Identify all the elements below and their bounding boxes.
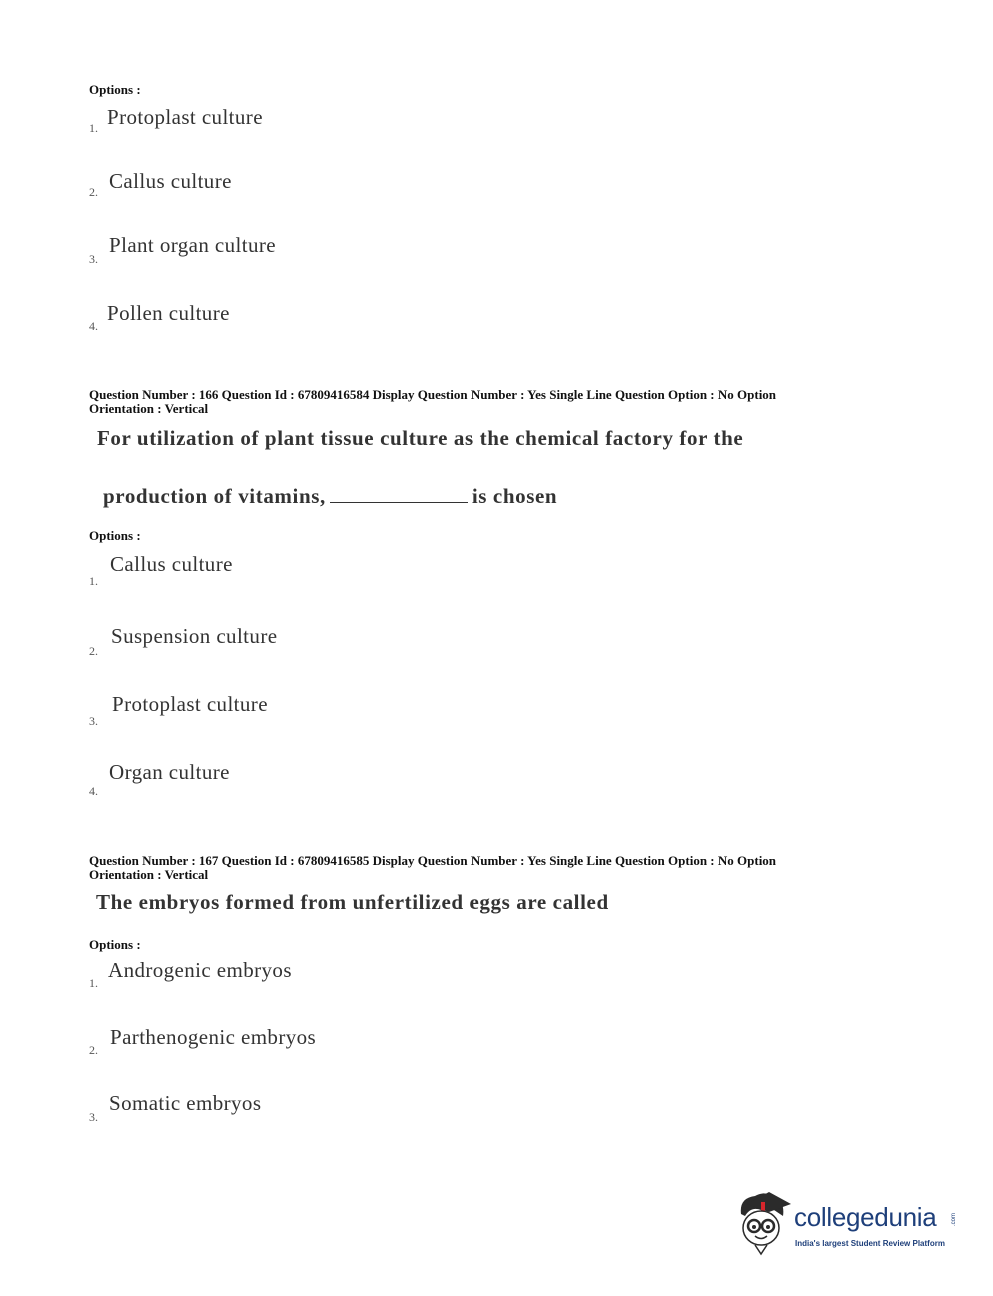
options-label: Options : xyxy=(89,528,141,543)
question-meta-orientation: Orientation : Vertical xyxy=(89,401,209,416)
option-number: 1. xyxy=(89,574,98,588)
question-text: For utilization of plant tissue culture as the chemical factory for the xyxy=(97,426,744,450)
option-text: Callus culture xyxy=(110,552,233,576)
question-text-line2 xyxy=(103,484,557,509)
option-number: 1. xyxy=(89,121,98,135)
option-text: Pollen culture xyxy=(107,301,230,325)
option-text: Suspension culture xyxy=(111,624,278,648)
option-number: 3. xyxy=(89,714,98,728)
collegedunia-logo[interactable] xyxy=(733,1188,963,1258)
option-text: Callus culture xyxy=(109,169,232,193)
option-number: 4. xyxy=(89,784,98,798)
option-text: Protoplast culture xyxy=(107,105,263,129)
question-meta-orientation: Orientation : Vertical xyxy=(89,867,209,882)
option-number: 2. xyxy=(89,185,98,199)
option-number: 2. xyxy=(89,1043,98,1057)
question-text: The embryos formed from unfertilized eggs are called xyxy=(96,890,609,914)
option-text: Somatic embryos xyxy=(109,1091,262,1115)
question-text-part: production of vitamins, xyxy=(103,484,326,508)
logo-tagline: India's largest Student Review Platform xyxy=(795,1239,945,1248)
option-text: Plant organ culture xyxy=(109,233,277,257)
option-number: 3. xyxy=(89,252,98,266)
answer-blank xyxy=(330,484,468,503)
option-number: 1. xyxy=(89,976,98,990)
option-text: Parthenogenic embryos xyxy=(110,1025,317,1049)
option-number: 4. xyxy=(89,319,98,333)
option-text: Protoplast culture xyxy=(112,692,268,716)
options-label: Options : xyxy=(89,937,141,952)
logo-domain-suffix: .com xyxy=(951,1212,957,1226)
options-label: Options : xyxy=(89,82,141,97)
option-number: 2. xyxy=(89,644,98,658)
student-mascot-icon xyxy=(733,1188,793,1258)
question-meta: Question Number : 166 Question Id : 67809416584 Display Question Number : Yes Single Line Question Option : No Option xyxy=(89,387,777,402)
option-number: 3. xyxy=(89,1110,98,1124)
option-text: Organ culture xyxy=(109,760,230,784)
option-text: Androgenic embryos xyxy=(108,958,292,982)
logo-wordmark: collegedunia xyxy=(794,1202,937,1232)
question-text-part: is chosen xyxy=(471,484,558,508)
question-meta: Question Number : 167 Question Id : 67809416585 Display Question Number : Yes Single Line Question Option : No Option xyxy=(89,853,777,868)
